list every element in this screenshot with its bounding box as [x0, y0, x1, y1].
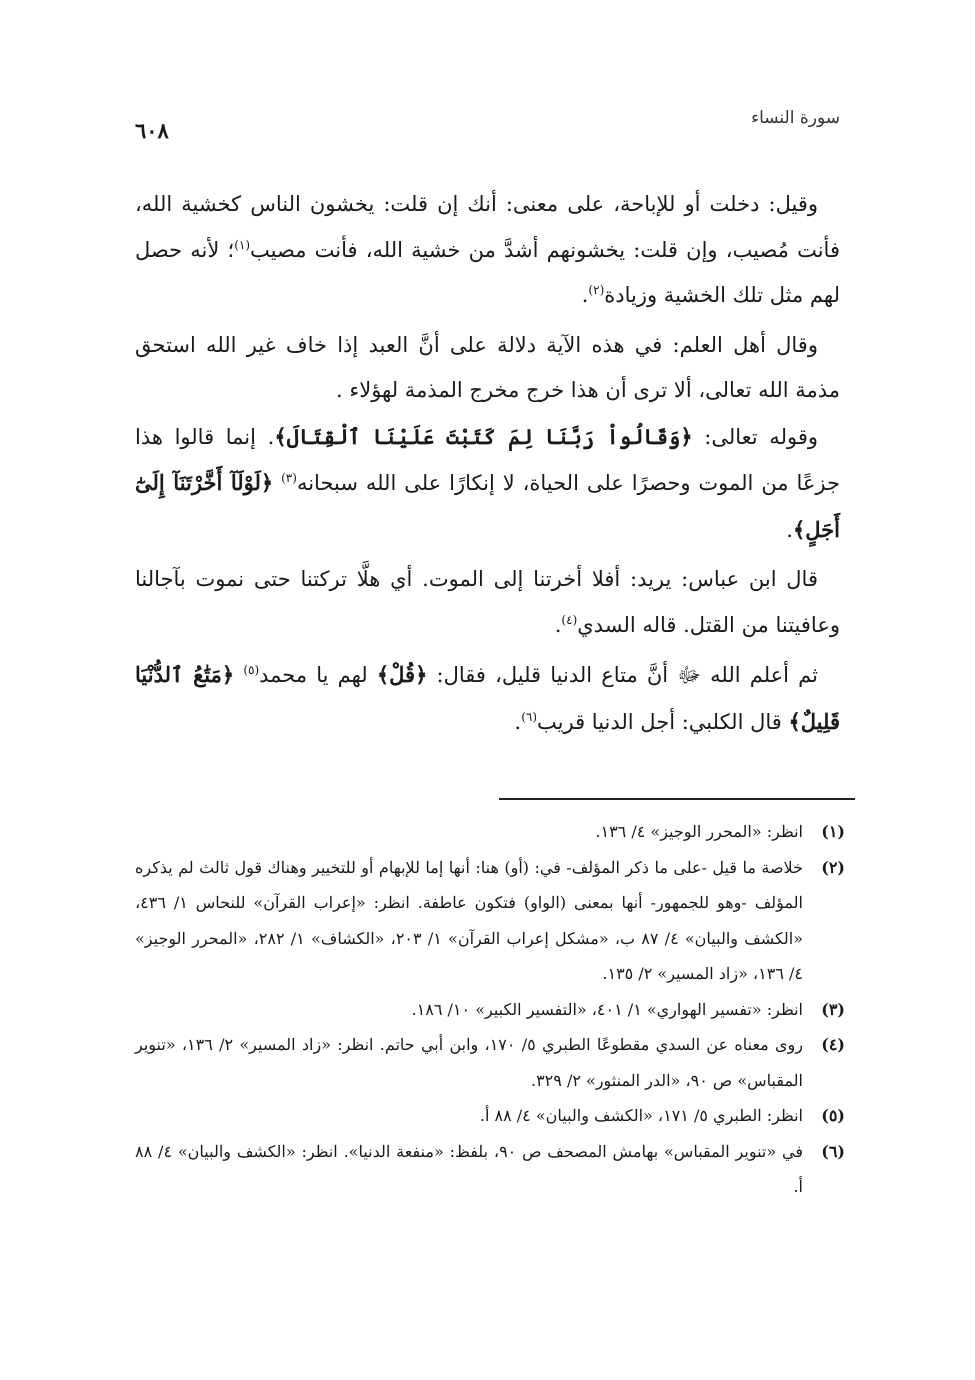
quran-quote: ﴿لَوْلَآ أَخَّرْتَنَآ إِلَىٰٓ أَجَلٍ﴾ [135, 470, 840, 542]
text-run: وقوله تعالى: [692, 424, 818, 449]
paragraph-5 [135, 652, 840, 745]
footnote-number: (١) [821, 822, 845, 841]
footnote-text: في «تنوير المقباس» بهامش المصحف ص ٩٠، بلفظ: «منفعة الدنيا». انظر: «الكشف والبيان» ٤/ ٨٨ أ. [135, 1141, 804, 1196]
text-run: . [554, 612, 562, 637]
text-run: لهم يا محمد [259, 663, 377, 687]
text-run: ؛ لأنه حصل لهم مثل تلك الخشية وزيادة [135, 237, 840, 307]
text-run: . [581, 283, 589, 307]
text-run: . إنما قالوا هذا جزعًا من الموت وحصرًا على الحياة، لا إنكارًا على الله سبحانه [135, 424, 840, 495]
text-run: . [786, 517, 793, 542]
main-text [135, 182, 840, 745]
footnote [135, 1027, 845, 1098]
footnote [135, 850, 845, 992]
text-run: ثم أعلم الله ﷻ أنَّ متاع الدنيا قليل، فقال: [427, 663, 818, 687]
footnote [135, 992, 845, 1028]
text-run: قال الكلبي: أجل الدنيا قريب [537, 709, 789, 734]
footnote-ref-1: (١) [234, 237, 251, 252]
footnote [135, 1098, 845, 1134]
paragraph-2: وقال أهل العلم: في هذه الآية دلالة على أنَّ العبد إذا خاف غير الله استحق مذمة الله تعالى، ألا ترى أن هذا خرج مخرج المذمة لهؤلاء . [135, 332, 840, 402]
footnote [135, 814, 845, 850]
quran-quote: ﴿مَتَٰعُ ٱلدُّنْيَا قَلِيلٌ﴾ [135, 662, 840, 734]
footnote-text: خلاصة ما قيل -على ما ذكر المؤلف- في: (أو) هنا: أنها إما للإبهام أو للتخيير وهناك قول ثالث لم يذكره المؤلف -وهو للجمهور- أنها بمعنى (الواو) فتكون عاطفة. انظر: «إعراب القرآن» للنحاس ١/ ٤٣٦، «الكشف والبيان» ٤/ ٨٧ ب، «مشكل إعراب القرآن» ١/ ٢٠٣، «الكشاف» ١/ ٢٨٢، «المحرر الوجيز» ٤/ ١٣٦، «زاد المسير» ٢/ ١٣٥. [135, 857, 803, 983]
quran-quote: ﴿قُلْ﴾ [376, 662, 428, 687]
footnote-text: روى معناه عن السدي مقطوعًا الطبري ٥/ ١٧٠، وابن أبي حاتم. انظر: «زاد المسير» ٢/ ١٣٦، «تنوير المقباس» ص ٩٠، «الدر المنثور» ٢/ ٣٢٩. [135, 1035, 803, 1090]
text-run: . [514, 709, 522, 734]
footnote-ref-2: (٢) [588, 283, 605, 297]
text-run [234, 663, 243, 687]
paragraph-1 [135, 182, 840, 319]
footnote-number: (٤) [821, 1035, 845, 1054]
surah-title: سورة النساء [751, 108, 840, 128]
footnote-number: (٦) [821, 1141, 845, 1161]
footnote-text: انظر: «تفسير الهواري» ١/ ٤٠١، «التفسير الكبير» ١٠/ ١٨٦. [411, 999, 803, 1019]
paragraph-3 [135, 414, 840, 554]
text-run: قال ابن عباس: يريد: أفلا أخرتنا إلى الموت. أي هلَّا تركتنا حتى نموت بآجالنا وعافيتنا من القتل. قاله السدي [135, 567, 840, 637]
footnote-number: (٣) [821, 999, 845, 1019]
footnote-text: انظر: «المحرر الوجيز» ٤/ ١٣٦. [595, 822, 803, 841]
footnote-number: (٢) [821, 857, 845, 877]
footnote-number: (٥) [821, 1106, 845, 1125]
quran-quote: ﴿وَقَالُواْ رَبَّنَا لِمَ كَتَبْتَ عَلَيْنَا ٱلْقِتَالَ﴾ [274, 423, 693, 449]
text-run [273, 471, 281, 495]
running-header [135, 108, 840, 148]
footnote-ref-3: (٣) [281, 471, 297, 485]
footnote-divider [499, 798, 855, 800]
footnote-ref-4: (٤) [561, 612, 578, 627]
footnotes [135, 814, 845, 1205]
footnote-ref-5: (٥) [243, 663, 260, 677]
text-run: وقيل: دخلت أو للإباحة، على معنى: أنك إن قلت: يخشون الناس كخشية الله، فأنت مُصيب، وإن قلت: يخشونهم أشدَّ من خشية الله، فأنت مصيب [135, 192, 840, 262]
footnote [135, 1134, 845, 1205]
page-number: ٦٠٨ [135, 118, 169, 143]
footnote-text: انظر: الطبري ٥/ ١٧١، «الكشف والبيان» ٤/ ٨٨ أ. [479, 1106, 803, 1125]
paragraph-4 [135, 557, 840, 648]
footnote-ref-6: (٦) [521, 709, 538, 724]
